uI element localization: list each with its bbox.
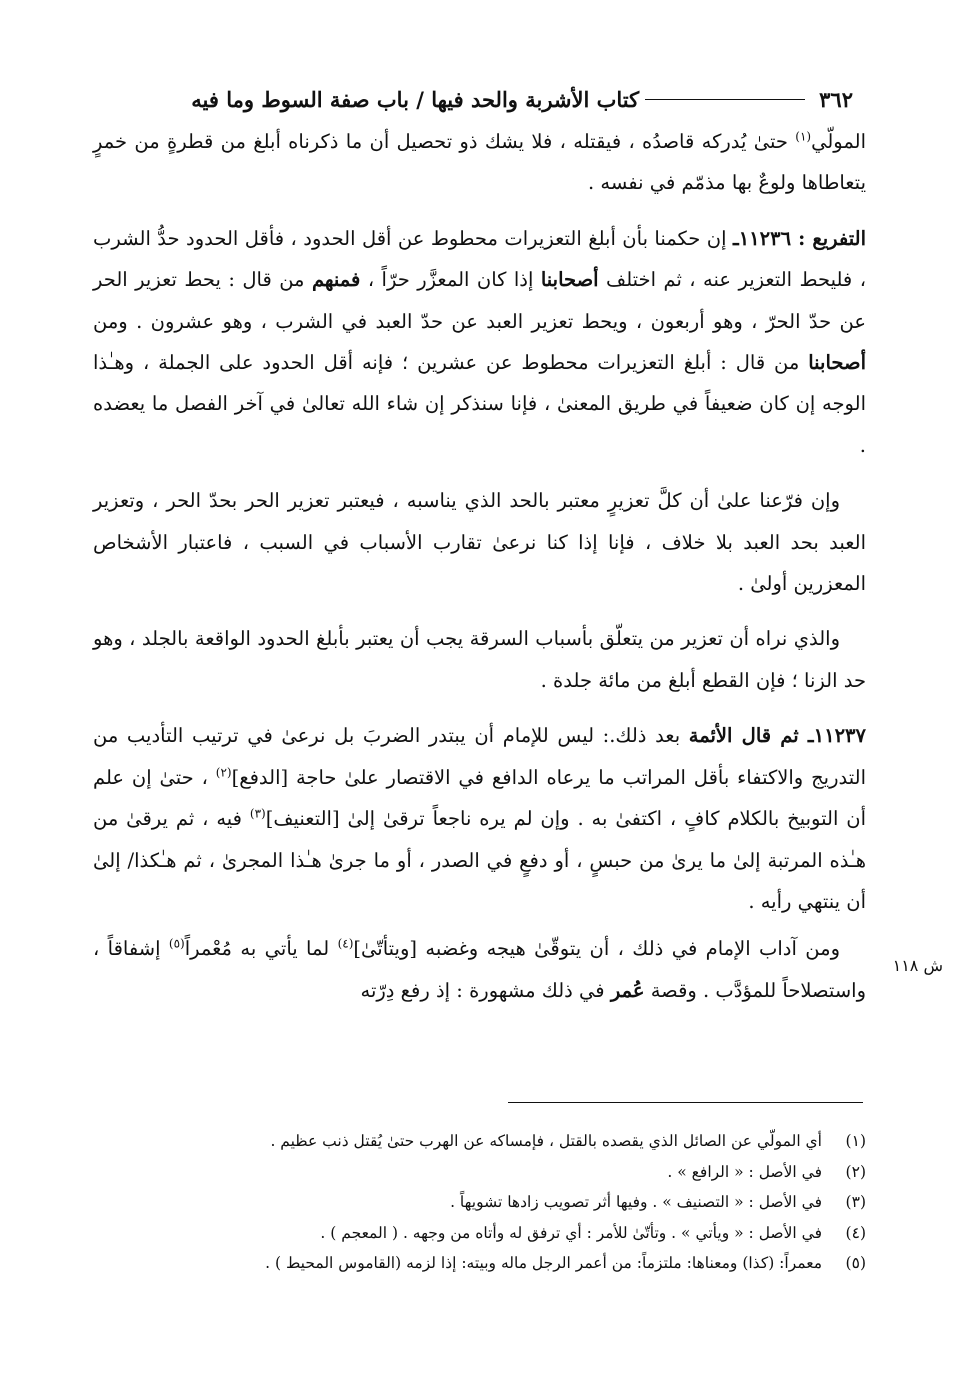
footnote-ref-2: (٢) — [215, 765, 232, 780]
footnote-ref-3: (٣) — [249, 806, 266, 821]
running-header — [93, 82, 853, 116]
main-text — [93, 121, 866, 1011]
emphasis: أصحابنا — [540, 268, 599, 292]
text-run: من قال : يحط تعزير الحر عن حدّ الحرّ ، وهو أربعون ، ويحط تعزير العبد عن حدّ العبد في الشرب ، وهو عشرون . ومن — [93, 268, 866, 333]
footnote — [100, 1187, 866, 1218]
footnote-text: في الأصل : « الرافع » . — [667, 1162, 822, 1181]
footnote-number: (٥) — [845, 1254, 866, 1272]
text-run: لما يأتي به مُعْمراً — [184, 937, 338, 961]
text-run: ومن آداب الإمام في ذلك ، أن يتوقّىٰ هيجه وغضبه [ويتأتّىٰ] — [353, 937, 840, 961]
footnote-ref-1: (١) — [795, 129, 812, 144]
text-run: إشفاقاً ، واستصلاحاً للمؤدَّب . وقصة — [93, 937, 866, 1002]
paragraph-1 — [93, 121, 866, 204]
text-run: فيه ، ثم يرقىٰ من هـٰذه المرتبة إلىٰ ما يرىٰ من حبسٍ ، أو دفعٍ في الصدر ، أو ما جرىٰ هـٰذا المجرىٰ ، ثم هـٰكذا/ إلىٰ أن ينتهي رأيه . — [93, 807, 866, 913]
footnote-text: في الأصل : « التصنيف » . وفيها أثر تصويب زادها تشويهاً . — [450, 1193, 822, 1211]
footnote-ref-5: (٥) — [168, 936, 185, 951]
footnote — [100, 1218, 866, 1249]
paragraph-4: والذي نراه أن تعزير من يتعلّق بأسباب السرقة يجب أن يعتبر بأبلغ الحدود الواقعة بالجلد ، وهو حد الزنا ؛ فإن القطع أبلغ من مائة جلدة . — [93, 627, 866, 692]
section-number: ١١٢٣٧ـ ثم قال — [732, 724, 866, 748]
text-run: إذا كان المعزَّر حرّاً ، — [360, 268, 541, 292]
emphasis: أصحابنا — [808, 351, 866, 375]
footnote-separator — [508, 1102, 863, 1103]
emphasis: الأئمة — [688, 724, 733, 748]
footnote-ref-4: (٤) — [337, 936, 354, 951]
text-run: إن حكمنا بأن أبلغ التعزيرات محطوط عن أقل الحدود ، فأقل الحدود حدُّ الشرب ، فليحط التعزير عنه ، ثم اختلف — [93, 226, 866, 292]
page-number: ٣٦٢ — [819, 86, 853, 112]
paragraph-2 — [93, 218, 866, 466]
footnotes — [100, 1126, 866, 1279]
footnote-number: (٢) — [845, 1162, 866, 1181]
footnote-text: أي المولّي عن الصائل الذي يقصده بالقتل ، فإمساكه عن الهرب حتىٰ يُقتل ذنب عظيم . — [270, 1132, 822, 1150]
footnote-number: (٣) — [845, 1193, 866, 1211]
header-title: كتاب الأشربة والحد فيها / باب صفة السوط وما فيه — [191, 86, 640, 112]
footnote-number: (٤) — [845, 1223, 866, 1242]
text-run: حتىٰ يُدركه قاصدُه ، فيقتله ، فلا يشك ذو تحصيل أن ما ذكرناه أبلغ من قطرةٍ من خمرٍ يتعاطاها ولوعٌ بها مذمّم في نفسه . — [93, 130, 866, 195]
paragraph-3: وإن فرّعنا علىٰ أن كلَّ تعزيرٍ معتبر بالحد الذي يناسبه ، فيعتبر تعزير الحر بحدّ الحر ، وتعزير العبد بحد العبد بلا خلاف ، فإنا إذا كنا نرعىٰ تقارب الأسباب في السبب ، فاعتبار الأشخاص المعزرين أولىٰ . — [93, 489, 866, 596]
paragraph-5 — [93, 715, 866, 922]
footnote-number: (١) — [845, 1132, 866, 1150]
footnote — [100, 1157, 866, 1188]
paragraph-6 — [93, 928, 866, 1011]
text-run: ، حتىٰ إن علم أن التوبيخ بالكلام كافٍ ، اكتفىٰ به . وإن لم يره ناجعاً ترقىٰ إلىٰ [التعنيف] — [93, 765, 866, 831]
header-rule — [645, 99, 805, 100]
text-run: بعد ذلك.: ليس للإمام أن يبتدر الضربَ بل نرعىٰ في ترتيب التأديب من التدريج والاكتفاء بأقل المراتب ما يرعاه الدافع في الاقتصار علىٰ حاجة [الدفع] — [93, 724, 866, 789]
text-run: من قال : أبلغ التعزيرات محطوط عن عشرين ؛ فإنه أقل الحدود على الجملة ، وهـٰذا الوجه إن كان ضعيفاً في طريق المعنىٰ ، فإنا سنذكر إن شاء الله تعالىٰ في آخر الفصل ما يعضده . — [93, 351, 866, 457]
footnote-text: معمراً: (كذا) ومعناها: ملتزماً: من أعمر الرجل ماله وبيته: إذا لزمه (القاموس المحيط ) . — [265, 1254, 822, 1272]
text-run: المولّي — [811, 130, 866, 153]
text-run: في ذلك مشهورة : إذ رفع دِرّته — [360, 978, 611, 1002]
section-number: : ١١٢٣٦ـ — [732, 226, 813, 250]
footnote — [100, 1248, 866, 1279]
footnote — [100, 1126, 866, 1157]
emphasis: فمنهم — [311, 268, 361, 292]
emphasis: عُمر — [610, 978, 645, 1002]
footnote-text: في الأصل : « ويأتي » . وتأتّىٰ للأمر : أي ترفق له وأتاه من وجهه . ( المعجم ) . — [320, 1223, 822, 1242]
section-label: التفريع — [812, 226, 866, 250]
manuscript-folio-note: ش ١١٨ — [892, 956, 943, 975]
